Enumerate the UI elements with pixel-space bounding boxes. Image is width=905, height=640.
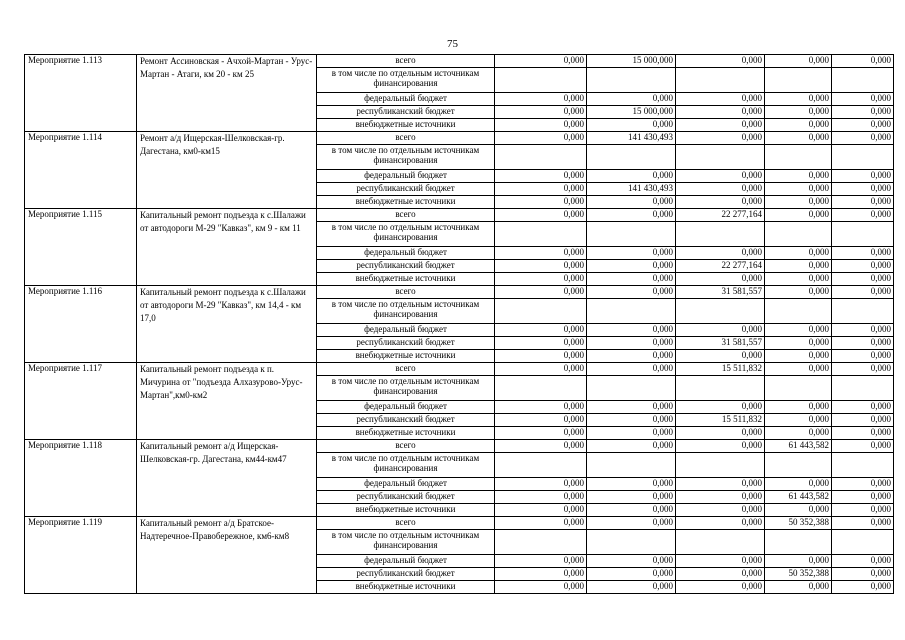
amount-cell: 0,000 [587,427,676,440]
event-label: Мероприятие 1.118 [25,440,137,517]
amount-cell: 0,000 [765,260,832,273]
amount-cell [676,530,765,555]
amount-cell: 61 443,582 [765,491,832,504]
event-label: Мероприятие 1.117 [25,363,137,440]
amount-cell [832,453,894,478]
amount-cell: 0,000 [495,555,587,568]
amount-cell: 0,000 [832,170,894,183]
amount-cell: 0,000 [765,401,832,414]
funding-source-label: всего [317,363,495,376]
amount-cell: 0,000 [676,401,765,414]
amount-cell: 0,000 [765,350,832,363]
amount-cell: 0,000 [676,504,765,517]
funding-source-label: федеральный бюджет [317,93,495,106]
funding-source-label: всего [317,209,495,222]
amount-cell: 0,000 [832,363,894,376]
amount-cell: 0,000 [765,247,832,260]
funding-source-label: всего [317,286,495,299]
table-row [25,517,894,530]
amount-cell: 0,000 [676,273,765,286]
amount-cell: 0,000 [832,414,894,427]
table-row [25,209,894,222]
amount-cell: 0,000 [832,568,894,581]
amount-cell: 22 277,164 [676,209,765,222]
amount-cell: 0,000 [587,401,676,414]
funding-source-label: внебюджетные источники [317,273,495,286]
amount-cell: 0,000 [765,209,832,222]
funding-source-label: республиканский бюджет [317,414,495,427]
amount-cell: 0,000 [765,363,832,376]
amount-cell: 0,000 [765,183,832,196]
amount-cell: 0,000 [587,581,676,594]
amount-cell: 0,000 [495,132,587,145]
funding-source-label: федеральный бюджет [317,478,495,491]
amount-cell: 0,000 [495,55,587,68]
amount-cell: 0,000 [676,555,765,568]
amount-cell [832,68,894,93]
amount-cell [495,530,587,555]
amount-cell [587,222,676,247]
amount-cell: 0,000 [587,260,676,273]
funding-source-label: внебюджетные источники [317,350,495,363]
amount-cell: 0,000 [832,491,894,504]
funding-source-label: в том числе по отдельным источникам финансирования [317,68,495,93]
amount-cell: 0,000 [587,209,676,222]
amount-cell: 0,000 [495,93,587,106]
amount-cell [765,453,832,478]
amount-cell [495,145,587,170]
amount-cell: 0,000 [765,286,832,299]
amount-cell: 0,000 [587,196,676,209]
amount-cell: 0,000 [765,555,832,568]
event-name: Капитальный ремонт подъезда к с.Шалажи от автодороги М-29 "Кавказ", км 14,4 - км 17,0 [137,286,317,363]
funding-source-label: в том числе по отдельным источникам финансирования [317,145,495,170]
amount-cell [765,530,832,555]
amount-cell: 0,000 [676,427,765,440]
amount-cell [495,222,587,247]
amount-cell: 0,000 [832,350,894,363]
amount-cell: 0,000 [765,93,832,106]
amount-cell: 0,000 [495,427,587,440]
amount-cell: 0,000 [765,427,832,440]
amount-cell: 0,000 [676,55,765,68]
amount-cell: 0,000 [495,517,587,530]
amount-cell: 0,000 [765,170,832,183]
amount-cell [495,299,587,324]
funding-source-label: федеральный бюджет [317,555,495,568]
amount-cell: 0,000 [832,196,894,209]
amount-cell: 0,000 [765,196,832,209]
amount-cell: 0,000 [587,440,676,453]
amount-cell: 0,000 [495,170,587,183]
event-name: Ремонт а/д Ищерская-Шелковская-гр. Дагестана, км0-км15 [137,132,317,209]
amount-cell: 0,000 [765,581,832,594]
amount-cell: 0,000 [495,183,587,196]
amount-cell: 141 430,493 [587,132,676,145]
amount-cell [765,68,832,93]
amount-cell [587,145,676,170]
amount-cell: 0,000 [832,324,894,337]
amount-cell: 15 511,832 [676,363,765,376]
event-name: Капитальный ремонт подъезда к с.Шалажи от автодороги М-29 "Кавказ", км 9 - км 11 [137,209,317,286]
funding-source-label: внебюджетные источники [317,504,495,517]
funding-source-label: в том числе по отдельным источникам финансирования [317,299,495,324]
amount-cell: 0,000 [676,491,765,504]
amount-cell: 0,000 [495,209,587,222]
amount-cell: 0,000 [765,132,832,145]
amount-cell [676,299,765,324]
event-name: Капитальный ремонт а/д Ищерская-Шелковская-гр. Дагестана, км44-км47 [137,440,317,517]
amount-cell: 0,000 [587,93,676,106]
funding-source-label: в том числе по отдельным источникам финансирования [317,376,495,401]
amount-cell: 0,000 [676,119,765,132]
amount-cell: 0,000 [495,478,587,491]
amount-cell: 141 430,493 [587,183,676,196]
event-name: Капитальный ремонт а/д Братское-Надтеречное-Правобережное, км6-км8 [137,517,317,594]
amount-cell: 0,000 [765,106,832,119]
amount-cell: 0,000 [587,337,676,350]
amount-cell [587,68,676,93]
funding-source-label: в том числе по отдельным источникам финансирования [317,530,495,555]
budget-table-body [25,55,894,594]
event-label: Мероприятие 1.116 [25,286,137,363]
amount-cell [587,453,676,478]
amount-cell: 0,000 [832,401,894,414]
event-name: Ремонт Ассиновская - Ачхой-Мартан - Урус-Мартан - Атаги, км 20 - км 25 [137,55,317,132]
amount-cell: 0,000 [676,106,765,119]
amount-cell: 0,000 [832,209,894,222]
amount-cell: 0,000 [495,363,587,376]
funding-source-label: всего [317,132,495,145]
amount-cell: 15 000,000 [587,55,676,68]
amount-cell: 0,000 [495,273,587,286]
amount-cell [832,376,894,401]
amount-cell: 0,000 [676,350,765,363]
funding-source-label: федеральный бюджет [317,247,495,260]
amount-cell: 0,000 [495,414,587,427]
amount-cell: 0,000 [832,427,894,440]
amount-cell: 0,000 [832,183,894,196]
funding-source-label: внебюджетные источники [317,196,495,209]
amount-cell: 15 511,832 [676,414,765,427]
amount-cell [765,299,832,324]
table-row [25,363,894,376]
amount-cell [832,299,894,324]
amount-cell: 0,000 [832,132,894,145]
amount-cell: 0,000 [832,581,894,594]
funding-source-label: внебюджетные источники [317,581,495,594]
amount-cell [587,299,676,324]
amount-cell: 0,000 [495,260,587,273]
amount-cell: 0,000 [832,504,894,517]
event-label: Мероприятие 1.113 [25,55,137,132]
amount-cell: 0,000 [832,247,894,260]
amount-cell [676,222,765,247]
funding-source-label: республиканский бюджет [317,568,495,581]
amount-cell: 0,000 [587,363,676,376]
amount-cell [676,453,765,478]
amount-cell: 0,000 [587,170,676,183]
amount-cell: 0,000 [765,273,832,286]
amount-cell [676,376,765,401]
amount-cell: 0,000 [495,324,587,337]
amount-cell: 0,000 [832,478,894,491]
amount-cell: 0,000 [676,132,765,145]
amount-cell: 0,000 [587,350,676,363]
amount-cell: 0,000 [495,337,587,350]
amount-cell: 0,000 [832,119,894,132]
amount-cell: 0,000 [495,581,587,594]
amount-cell: 0,000 [495,196,587,209]
amount-cell: 0,000 [587,324,676,337]
amount-cell: 0,000 [676,196,765,209]
table-row [25,286,894,299]
event-label: Мероприятие 1.114 [25,132,137,209]
funding-source-label: внебюджетные источники [317,119,495,132]
funding-source-label: в том числе по отдельным источникам финансирования [317,222,495,247]
amount-cell: 0,000 [495,247,587,260]
amount-cell: 0,000 [832,106,894,119]
budget-table [24,54,894,594]
amount-cell: 0,000 [495,350,587,363]
funding-source-label: республиканский бюджет [317,337,495,350]
amount-cell: 0,000 [587,517,676,530]
amount-cell: 0,000 [765,55,832,68]
amount-cell: 0,000 [676,568,765,581]
amount-cell: 0,000 [676,183,765,196]
amount-cell: 0,000 [765,324,832,337]
amount-cell: 0,000 [832,55,894,68]
amount-cell: 0,000 [832,555,894,568]
funding-source-label: республиканский бюджет [317,491,495,504]
amount-cell [832,222,894,247]
amount-cell: 0,000 [765,337,832,350]
amount-cell: 0,000 [587,119,676,132]
amount-cell: 0,000 [587,555,676,568]
amount-cell: 0,000 [832,337,894,350]
amount-cell [495,453,587,478]
amount-cell: 0,000 [495,504,587,517]
amount-cell: 0,000 [495,491,587,504]
funding-source-label: всего [317,55,495,68]
amount-cell: 0,000 [587,478,676,491]
amount-cell: 50 352,388 [765,517,832,530]
amount-cell [676,68,765,93]
amount-cell: 0,000 [587,414,676,427]
funding-source-label: внебюджетные источники [317,427,495,440]
amount-cell: 15 000,000 [587,106,676,119]
amount-cell: 0,000 [495,568,587,581]
amount-cell: 0,000 [587,247,676,260]
amount-cell: 0,000 [676,581,765,594]
event-label: Мероприятие 1.115 [25,209,137,286]
amount-cell: 0,000 [832,260,894,273]
amount-cell [765,145,832,170]
funding-source-label: всего [317,440,495,453]
amount-cell: 0,000 [495,440,587,453]
amount-cell: 0,000 [495,401,587,414]
amount-cell: 0,000 [495,286,587,299]
amount-cell [832,145,894,170]
amount-cell: 0,000 [587,273,676,286]
amount-cell: 22 277,164 [676,260,765,273]
table-row [25,440,894,453]
funding-source-label: в том числе по отдельным источникам финансирования [317,453,495,478]
table-row [25,132,894,145]
amount-cell: 0,000 [832,273,894,286]
funding-source-label: республиканский бюджет [317,183,495,196]
amount-cell [765,376,832,401]
event-name: Капитальный ремонт подъезда к п. Мичурина от "подъезда Алхазурово-Урус-Мартан",км0-км2 [137,363,317,440]
funding-source-label: всего [317,517,495,530]
amount-cell: 0,000 [765,504,832,517]
amount-cell: 0,000 [587,568,676,581]
amount-cell [676,145,765,170]
amount-cell: 0,000 [832,286,894,299]
amount-cell: 0,000 [765,119,832,132]
amount-cell: 0,000 [832,440,894,453]
table-row [25,55,894,68]
amount-cell: 0,000 [676,440,765,453]
funding-source-label: республиканский бюджет [317,106,495,119]
amount-cell: 31 581,557 [676,337,765,350]
amount-cell [495,376,587,401]
funding-source-label: республиканский бюджет [317,260,495,273]
amount-cell [587,376,676,401]
amount-cell: 0,000 [765,414,832,427]
funding-source-label: федеральный бюджет [317,401,495,414]
funding-source-label: федеральный бюджет [317,324,495,337]
amount-cell: 61 443,582 [765,440,832,453]
amount-cell: 0,000 [765,478,832,491]
amount-cell: 0,000 [676,170,765,183]
amount-cell: 0,000 [676,93,765,106]
amount-cell: 31 581,557 [676,286,765,299]
amount-cell: 0,000 [587,504,676,517]
amount-cell [495,68,587,93]
amount-cell [587,530,676,555]
event-label: Мероприятие 1.119 [25,517,137,594]
amount-cell: 0,000 [676,478,765,491]
amount-cell: 0,000 [832,93,894,106]
amount-cell: 0,000 [495,119,587,132]
amount-cell: 0,000 [587,286,676,299]
amount-cell: 0,000 [676,517,765,530]
amount-cell: 0,000 [495,106,587,119]
amount-cell: 0,000 [587,491,676,504]
amount-cell: 50 352,388 [765,568,832,581]
amount-cell: 0,000 [676,247,765,260]
amount-cell: 0,000 [832,517,894,530]
amount-cell [765,222,832,247]
amount-cell: 0,000 [676,324,765,337]
funding-source-label: федеральный бюджет [317,170,495,183]
page-number: 75 [447,38,458,50]
amount-cell [832,530,894,555]
